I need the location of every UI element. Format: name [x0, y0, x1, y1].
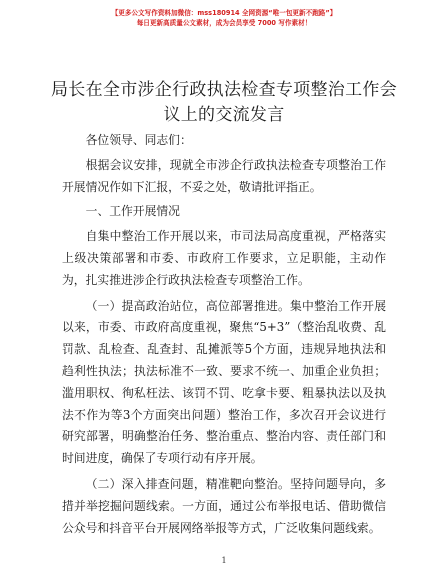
paragraph-intro: 根据会议安排，现就全市涉企行政执法检查专项整治工作开展情况作如下汇报，不妥之处，敬请批评指正。 [62, 157, 386, 194]
promo-banner-line-1: 【更多公文写作资料加微信：mss180914 全网资源“唯一包更新不跑路”】 [111, 9, 337, 17]
document-title-line-2: 议上的交流发言 [163, 105, 285, 125]
page-number: 1 [221, 556, 227, 565]
document-body [62, 130, 386, 539]
salutation: 各位领导、同志们： [85, 133, 192, 147]
promo-banner [0, 8, 448, 28]
paragraph-point-2: （二）深入排查问题，精准靶向整治。坚持问题导向，多措并举挖掘问题线索。一方面，通过公布举报电话、借助微信公众号和抖音平台开展网络举报等方式，广泛收集问题线索。 [62, 476, 386, 535]
document-title-line-1: 局长在全市涉企行政执法检查专项整治工作会 [51, 80, 397, 100]
promo-banner-line-2: 每日更新高质量公文素材，成为会员享受 7000 写作素材！ [136, 19, 312, 27]
section-heading: 一、工作开展情况 [85, 204, 180, 219]
paragraph-overview: 自集中整治工作开展以来，市司法局高度重视，严格落实上级决策部署和市委、市政府工作要求，立足职能，主动作为，扎实推进涉企行政执法检查专项整治工作。 [62, 229, 386, 287]
paragraph-point-1: （一）提高政治站位，高位部署推进。集中整治工作开展以来，市委、市政府高度重视，聚焦“5+3”（整治乱收费、乱罚款、乱检查、乱查封、乱摊派等5个方面，违规异地执法和趋利性执法；执法标准不一致、要求不统一、加重企业负担；滥用职权、徇私枉法、该罚不罚、吃拿卡要、粗暴执法以及执法不作为等3个方面突出问题）整治工作，多次召开会议进行研究部署，明确整治任务、整治重点、整治内容、责任部门和时间进度，确保了专项行动有序开展。 [62, 298, 386, 466]
document-title [40, 78, 408, 128]
